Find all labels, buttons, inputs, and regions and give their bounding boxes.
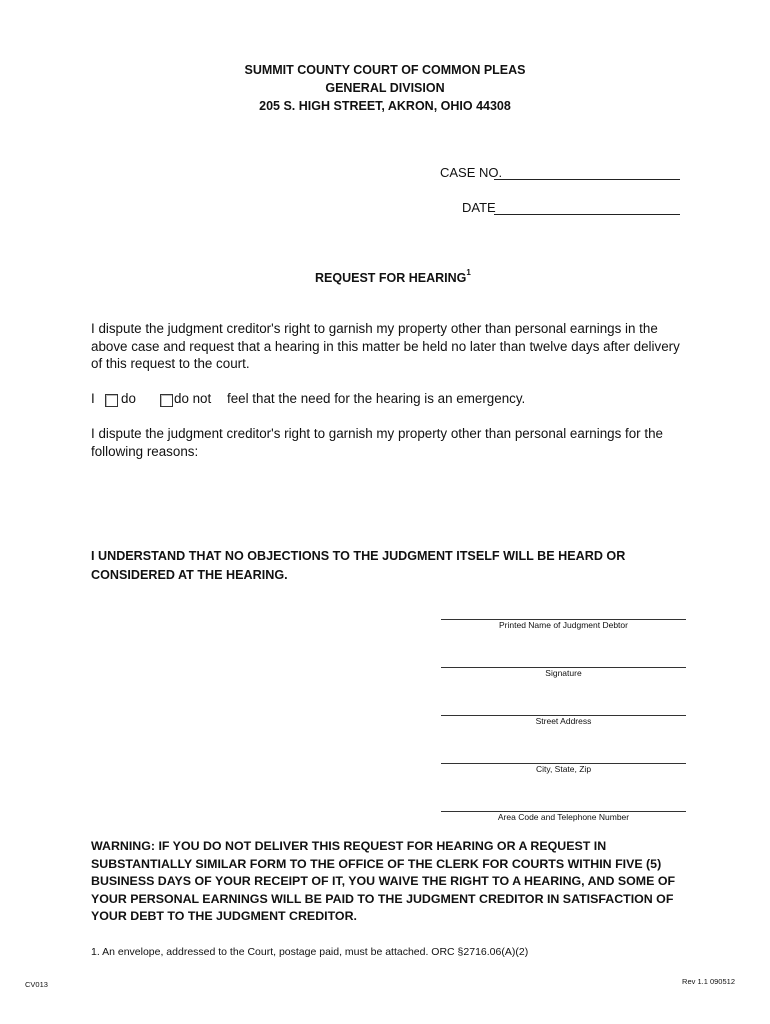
revision-label: Rev 1.1 090512 bbox=[682, 977, 735, 986]
dispute-paragraph: I dispute the judgment creditor's right to garnish my property other than personal earnings in the above case and request that a hearing in this matter be held no later than twelve days after delivery of this request to the court. bbox=[91, 321, 680, 371]
case-no-field[interactable] bbox=[494, 179, 680, 180]
do-checkbox[interactable] bbox=[105, 394, 118, 407]
form-id: CV013 bbox=[25, 980, 48, 989]
footnote-text: 1. An envelope, addressed to the Court, postage paid, must be attached. ORC §2716.06(A)(2) bbox=[91, 946, 529, 958]
street-address-label: Street Address bbox=[535, 716, 592, 726]
do-not-checkbox[interactable] bbox=[160, 394, 173, 407]
footnote-mark: 1 bbox=[466, 268, 471, 277]
city-state-zip-label: City, State, Zip bbox=[535, 764, 592, 774]
reasons-paragraph: I dispute the judgment creditor's right to garnish my property other than personal earnings for the following reasons: bbox=[91, 426, 663, 459]
do-label: do bbox=[121, 391, 136, 406]
case-no-label: CASE NO. bbox=[440, 165, 503, 180]
reasons-field[interactable] bbox=[91, 465, 681, 535]
form-title-text: REQUEST FOR HEARING bbox=[315, 271, 467, 286]
court-division: GENERAL DIVISION bbox=[325, 81, 445, 95]
court-name: SUMMIT COUNTY COURT OF COMMON PLEAS bbox=[244, 63, 526, 77]
emergency-prefix: I bbox=[91, 391, 95, 406]
do-not-label: do not bbox=[174, 391, 212, 406]
understand-statement: I UNDERSTAND THAT NO OBJECTIONS TO THE JUDGMENT ITSELF WILL BE HEARD OR CONSIDERED AT THE HEARING. bbox=[91, 549, 626, 582]
printed-name-label: Printed Name of Judgment Debtor bbox=[499, 620, 628, 630]
warning-paragraph: WARNING: IF YOU DO NOT DELIVER THIS REQUEST FOR HEARING OR A REQUEST IN SUBSTANTIALLY SIMILAR FORM TO THE OFFICE OF THE CLERK FOR COURTS WITHIN FIVE (5) BUSINESS DAYS OF YOUR RECEIPT OF IT, YOU WAIVE THE RIGHT TO A HEARING, AND SOME OF YOUR PERSONAL EARNINGS WILL BE PAID TO THE JUDGMENT CREDITOR IN SATISFACTION OF YOUR DEBT TO THE JUDGMENT CREDITOR. bbox=[91, 839, 676, 924]
form-title bbox=[315, 270, 471, 285]
phone-label: Area Code and Telephone Number bbox=[497, 812, 630, 822]
court-address: 205 S. HIGH STREET, AKRON, OHIO 44308 bbox=[259, 99, 511, 113]
date-field[interactable] bbox=[494, 214, 680, 215]
emergency-statement: feel that the need for the hearing is an emergency. bbox=[227, 391, 526, 406]
signature-label: Signature bbox=[545, 668, 582, 678]
date-label: DATE bbox=[462, 200, 496, 215]
